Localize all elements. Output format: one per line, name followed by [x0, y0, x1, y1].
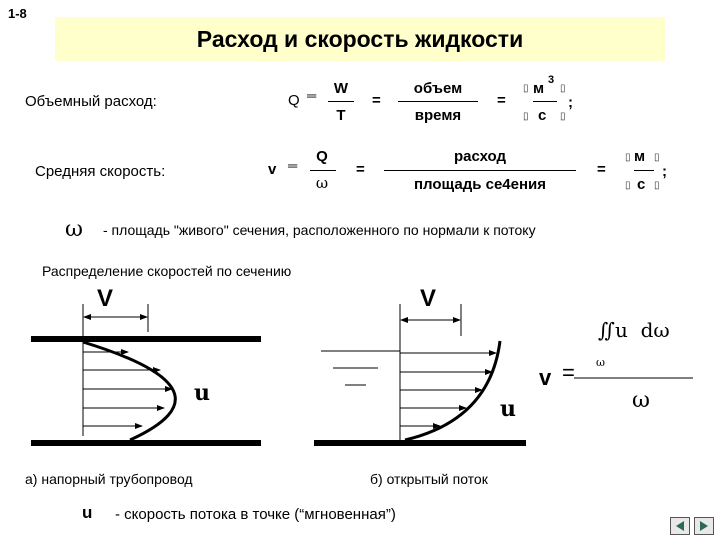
bracket-glyph: ▯: [625, 180, 631, 191]
next-slide-button[interactable]: [694, 517, 714, 535]
pipe-bottom-wall: [31, 440, 261, 446]
formula-q-numerator: Q: [316, 148, 328, 165]
slide-number: 1-8: [8, 6, 27, 21]
bracket-glyph: ▯: [560, 111, 566, 122]
bracket-glyph: ▯: [654, 180, 660, 191]
unit-m-numerator: м: [634, 148, 646, 165]
formula-time-denominator: время: [414, 107, 462, 124]
integral-equals-sign: =: [562, 360, 575, 385]
pipe-v-label: V: [97, 285, 114, 312]
bracket-glyph: ▯: [523, 83, 529, 94]
pressure-pipe-diagram: [31, 304, 261, 446]
omega-denominator: ω: [315, 174, 329, 192]
integral-numerator: ∬u dω: [598, 318, 670, 342]
pipe-top-wall: [31, 336, 261, 342]
unit-m-numerator: м: [533, 80, 545, 97]
slide-title: Расход и скорость жидкости: [196, 26, 524, 52]
bracket-glyph: ▯: [625, 152, 631, 163]
formula-flow-numerator: расход: [453, 148, 507, 165]
formula-volume-numerator: объем: [413, 80, 463, 97]
equals-sign: =: [597, 161, 606, 178]
formula-end-semicolon: ;: [568, 94, 573, 111]
equals-sign: =: [356, 161, 365, 178]
formula-equals-sign: ═: [288, 158, 298, 173]
mean-velocity-label: Средняя скорость:: [35, 163, 166, 180]
pipe-velocity-profile: [83, 342, 175, 440]
formula-end-semicolon: ;: [662, 163, 667, 180]
volumetric-flow-label: Объемный расход:: [25, 93, 157, 110]
equals-sign: =: [372, 92, 381, 109]
u-description: - скорость потока в точке (“мгновенная”): [115, 506, 396, 523]
formula-area-denominator: площадь се4ения: [413, 176, 547, 193]
integral-denominator: ω: [632, 388, 650, 413]
omega-symbol: ω: [65, 217, 83, 242]
unit-s-denominator: с: [637, 176, 646, 193]
prev-slide-button[interactable]: [670, 517, 690, 535]
bracket-glyph: ▯: [654, 152, 660, 163]
pipe-u-label: u: [194, 380, 210, 406]
triangle-left-icon: [671, 518, 689, 534]
formula-equals-sign: ═: [307, 88, 317, 103]
bracket-glyph: ▯: [523, 111, 529, 122]
triangle-right-icon: [695, 518, 713, 534]
formula-w-numerator: W: [333, 80, 349, 97]
unit-exponent: 3: [548, 74, 555, 86]
bracket-glyph: ▯: [560, 83, 566, 94]
channel-v-label: V: [420, 285, 437, 312]
u-symbol: u: [82, 503, 93, 522]
omega-description: - площадь "живого" сечения, расположенного по нормали к потоку: [103, 222, 536, 238]
pipe-caption: а) напорный трубопровод: [25, 471, 193, 487]
channel-caption: б) открытый поток: [370, 471, 488, 487]
unit-s-denominator: с: [538, 107, 547, 124]
channel-u-label: u: [500, 396, 516, 422]
integral-subscript: ω: [596, 356, 605, 369]
formula-v-symbol: v: [268, 161, 277, 178]
open-channel-diagram: [314, 304, 526, 446]
formula-q-symbol: Q: [288, 92, 300, 109]
channel-bottom-wall: [314, 440, 526, 446]
equals-sign: =: [497, 92, 506, 109]
distribution-label: Распределение скоростей по сечению: [42, 263, 292, 279]
formula-t-denominator: T: [336, 107, 346, 124]
integral-v-symbol: v: [539, 365, 552, 390]
